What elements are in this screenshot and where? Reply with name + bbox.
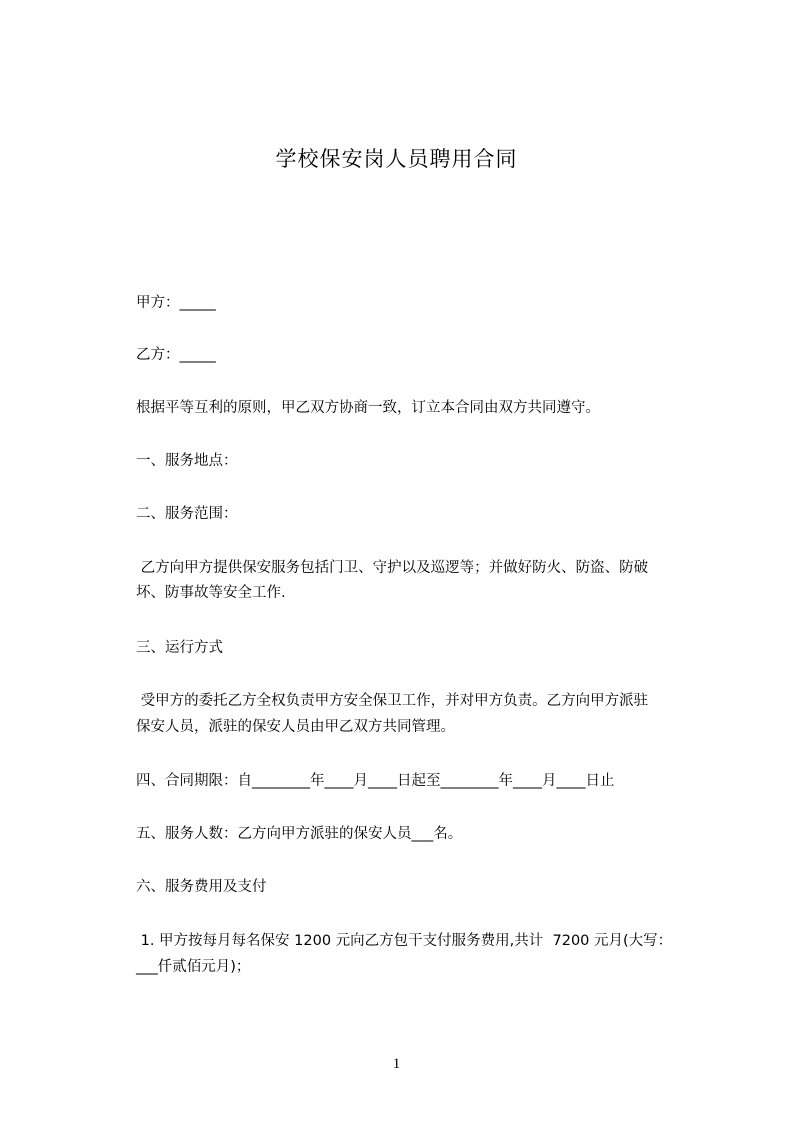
section-3-heading: 三、运行方式: [136, 640, 223, 656]
section-3-body-line-1: 受甲方的委托乙方全权负责甲方安全保卫工作，并对甲方负责。乙方向甲方派驻: [136, 693, 649, 709]
section-5-staff-count: 五、服务人数：乙方向甲方派驻的保安人员___名。: [136, 826, 463, 842]
section-2-body-line-2: 坏、防事故等安全工作.: [136, 585, 286, 601]
document-title: 学校保安岗人员聘用合同: [275, 147, 518, 171]
section-6-heading: 六、服务费用及支付: [136, 879, 267, 895]
party-b-line: 乙方：_____: [136, 347, 216, 363]
section-6-item-1-line-2: ___仟贰佰元月)；: [136, 959, 251, 975]
section-2-body-line-1: 乙方向甲方提供保安服务包括门卫、守护以及巡逻等；并做好防火、防盗、防破: [136, 560, 649, 576]
section-3-body-line-2: 保安人员，派驻的保安人员由甲乙双方共同管理。: [136, 719, 455, 735]
section-6-item-1-line-1: 1. 甲方按每月每名保安 1200 元向乙方包干支付服务费用,共计 7200 元月(大写：: [136, 933, 673, 949]
section-2-heading: 二、服务范围：: [136, 506, 238, 522]
section-1-heading: 一、服务地点：: [136, 453, 238, 469]
section-4-contract-term: 四、合同期限：自________年____月____日起至________年____月____日止: [136, 773, 615, 789]
page-number: 1: [392, 1056, 401, 1072]
preamble-paragraph: 根据平等互利的原则，甲乙双方协商一致，订立本合同由双方共同遵守。: [136, 400, 600, 416]
party-a-line: 甲方：_____: [136, 295, 216, 311]
